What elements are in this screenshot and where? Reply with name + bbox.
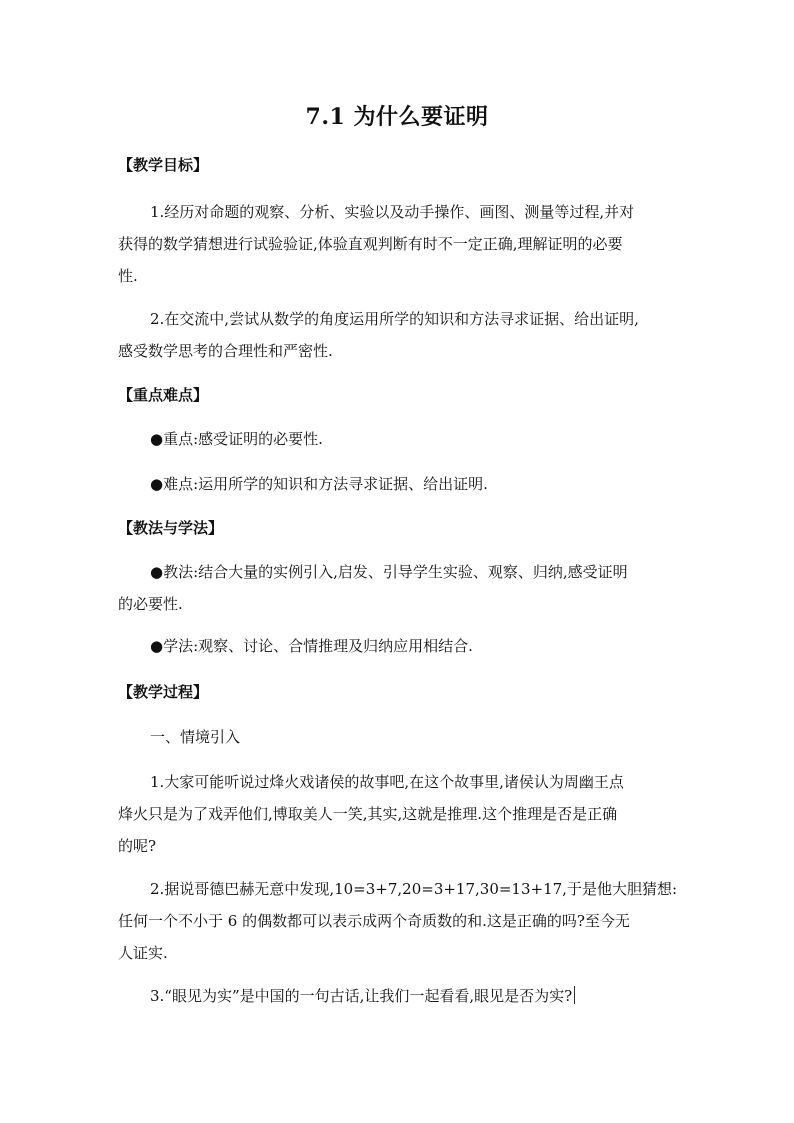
learning-method-paragraph bbox=[118, 630, 678, 662]
text-line: 1.经历对命题的观察、分析、实验以及动手操作、画图、测量等过程,并对 bbox=[150, 203, 635, 221]
section-heading-methods: 【教法与学法】 bbox=[118, 519, 224, 537]
section-heading-key-points: 【重点难点】 bbox=[118, 386, 209, 404]
text-line: 2.在交流中,尝试从数学的角度运用所学的知识和方法寻求证据、给出证明, bbox=[150, 310, 639, 328]
text-line: ●学法:观察、讨论、合情推理及归纳应用相结合. bbox=[150, 637, 473, 655]
text-line: ●教法:结合大量的实例引入,启发、引导学生实验、观察、归纳,感受证明 bbox=[150, 563, 628, 581]
objective-paragraph-2 bbox=[118, 303, 678, 367]
teaching-method-paragraph bbox=[118, 556, 678, 620]
difficult-point-paragraph bbox=[118, 468, 678, 500]
text-line: 烽火只是为了戏弄他们,博取美人一笑,其实,这就是推理.这个推理是否是正确 bbox=[118, 805, 618, 823]
key-point-paragraph bbox=[118, 423, 678, 455]
objective-paragraph-1 bbox=[118, 196, 678, 292]
text-line: 2.据说哥德巴赫无意中发现,10=3+7,20=3+17,30=13+17,于是他大胆猜想: bbox=[150, 880, 678, 898]
process-paragraph-1 bbox=[118, 766, 678, 862]
text-line: ●难点:运用所学的知识和方法寻求证据、给出证明. bbox=[150, 475, 488, 493]
text-line: 任何一个不小于 6 的偶数都可以表示成两个奇质数的和.这是正确的吗?至今无 bbox=[118, 912, 630, 930]
text-line: 性. bbox=[118, 267, 138, 285]
process-subheading bbox=[118, 721, 678, 753]
text-line: 的必要性. bbox=[118, 595, 183, 613]
text-line: 一、情境引入 bbox=[150, 728, 241, 746]
text-line: ●重点:感受证明的必要性. bbox=[150, 430, 323, 448]
process-paragraph-2 bbox=[118, 873, 678, 969]
page-title: 7.1 为什么要证明 bbox=[305, 104, 489, 130]
text-line-content: 3.“眼见为实”是中国的一句古话,让我们一起看看,眼见是否为实? bbox=[150, 987, 573, 1005]
text-line: 人证实. bbox=[118, 944, 168, 962]
text-cursor bbox=[574, 986, 575, 1004]
text-line: 1.大家可能听说过烽火戏诸侯的故事吧,在这个故事里,诸侯认为周幽王点 bbox=[150, 773, 624, 791]
section-heading-process: 【教学过程】 bbox=[118, 683, 209, 701]
text-line: 感受数学思考的合理性和严密性. bbox=[118, 342, 333, 360]
text-line: 的呢? bbox=[118, 837, 157, 855]
text-line: 获得的数学猜想进行试验验证,体验直观判断有时不一定正确,理解证明的必要 bbox=[118, 235, 623, 253]
section-heading-objectives: 【教学目标】 bbox=[118, 156, 209, 174]
text-line bbox=[118, 980, 678, 1012]
process-paragraph-3 bbox=[118, 980, 678, 1012]
